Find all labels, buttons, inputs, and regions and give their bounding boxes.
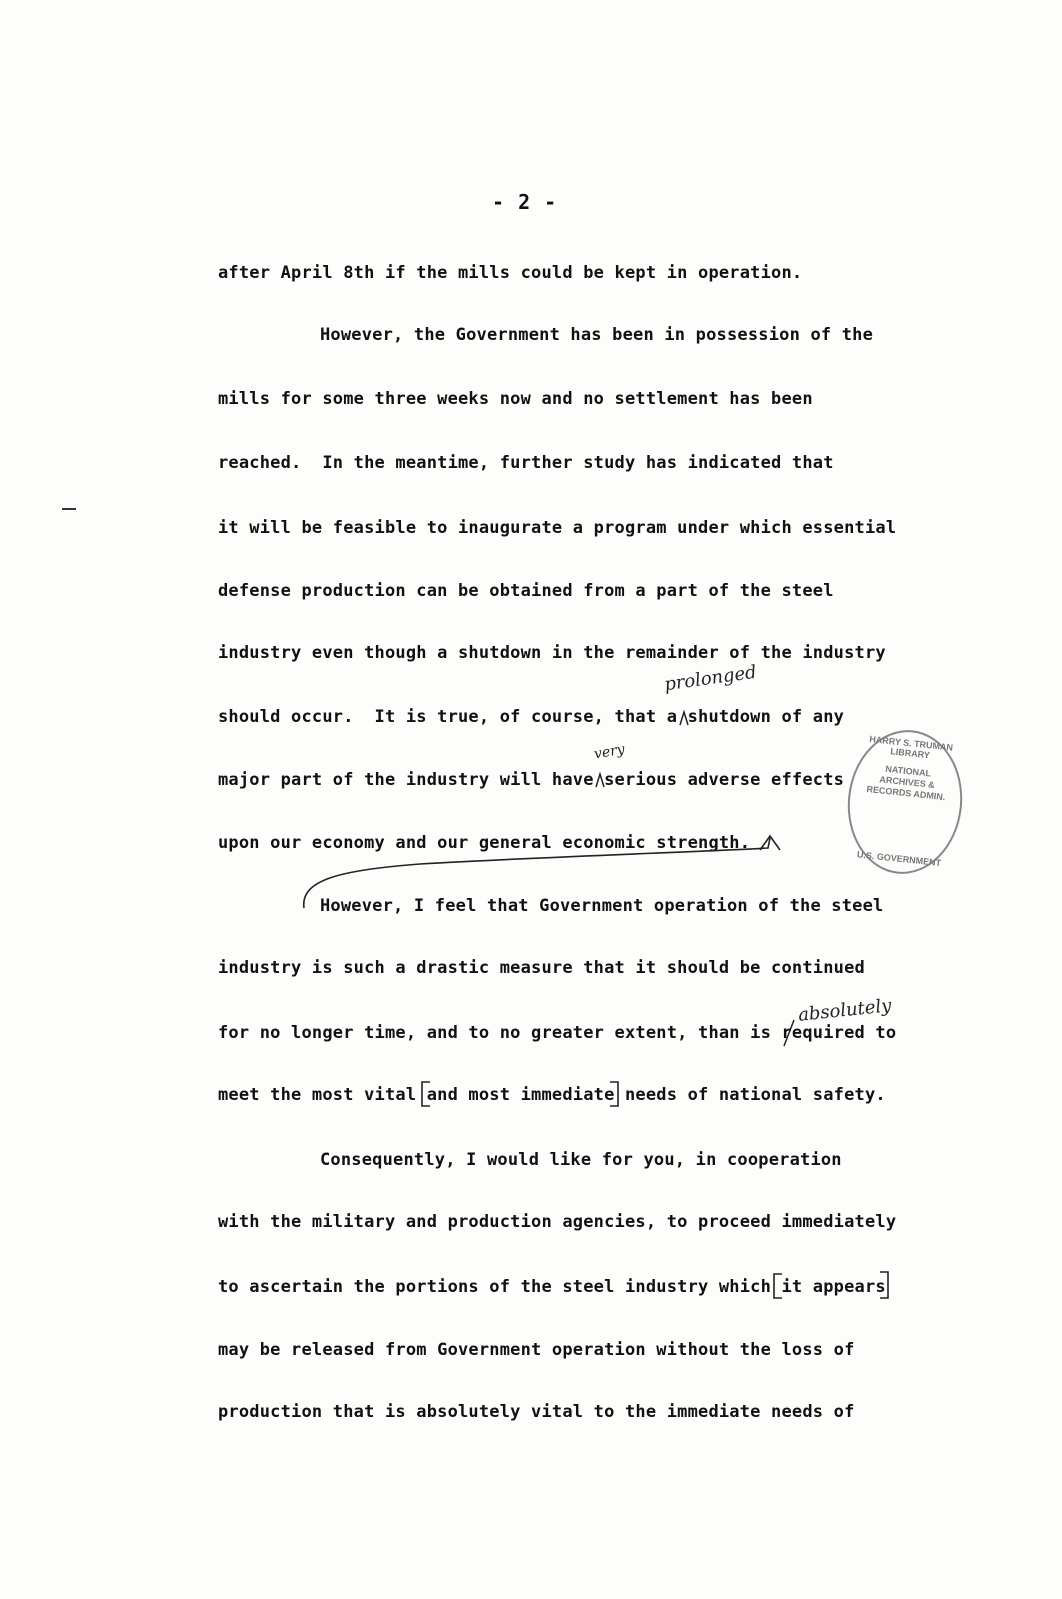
stamp-center-text: NATIONAL ARCHIVES & RECORDS ADMIN. xyxy=(866,763,946,803)
text-line-6: defense production can be obtained from a part of the steel xyxy=(218,581,834,601)
bracket-right-immediate xyxy=(610,1082,618,1106)
text-line-5: it will be feasible to inaugurate a program under which essential xyxy=(218,518,897,538)
text-line-16: with the military and production agencies, to proceed immediately xyxy=(218,1212,897,1232)
move-arrow-line xyxy=(304,838,770,908)
text-line-17: to ascertain the portions of the steel industry which it appears xyxy=(218,1277,886,1297)
text-line-13: for no longer time, and to no greater extent, than is required to xyxy=(218,1023,897,1043)
text-line-14: meet the most vital and most immediate needs of national safety. xyxy=(218,1085,886,1105)
text-line-4: reached. In the meantime, further study has indicated that xyxy=(218,453,834,473)
text-line-3: mills for some three weeks now and no settlement has been xyxy=(218,389,813,409)
page-number: - 2 - xyxy=(492,190,558,214)
text-line-1: after April 8th if the mills could be kept in operation. xyxy=(218,263,803,283)
text-line-19: production that is absolutely vital to the immediate needs of xyxy=(218,1402,855,1422)
text-line-18: may be released from Government operation without the loss of xyxy=(218,1340,855,1360)
text-line-8: should occur. It is true, of course, that a shutdown of any xyxy=(218,707,845,727)
handwritten-very: very xyxy=(592,741,626,763)
text-line-2: However, the Government has been in possession of the xyxy=(320,325,874,345)
text-line-9: major part of the industry will have serious adverse effects xyxy=(218,770,845,790)
text-line-11: However, I feel that Government operation of the steel xyxy=(320,896,884,916)
caret-mark-prolonged xyxy=(680,712,688,725)
stamp-bottom-text: U.S. GOVERNMENT xyxy=(856,849,942,869)
bracket-left-appears xyxy=(774,1274,782,1298)
handwritten-absolutely: absolutely xyxy=(797,995,893,1026)
text-line-7: industry even though a shutdown in the remainder of the industry xyxy=(218,643,886,663)
bracket-left-immediate xyxy=(422,1082,430,1106)
caret-mark-very xyxy=(596,774,604,787)
slash-mark-absolutely xyxy=(784,1020,794,1046)
text-line-15: Consequently, I would like for you, in cooperation xyxy=(320,1150,842,1170)
bracket-right-appears xyxy=(880,1272,888,1298)
text-line-10: upon our economy and our general economic strength. xyxy=(218,833,751,853)
text-line-12: industry is such a drastic measure that it should be continued xyxy=(218,958,865,978)
handwritten-prolonged: prolonged xyxy=(662,661,758,696)
stamp-top-text: HARRY S. TRUMAN LIBRARY xyxy=(868,733,954,761)
